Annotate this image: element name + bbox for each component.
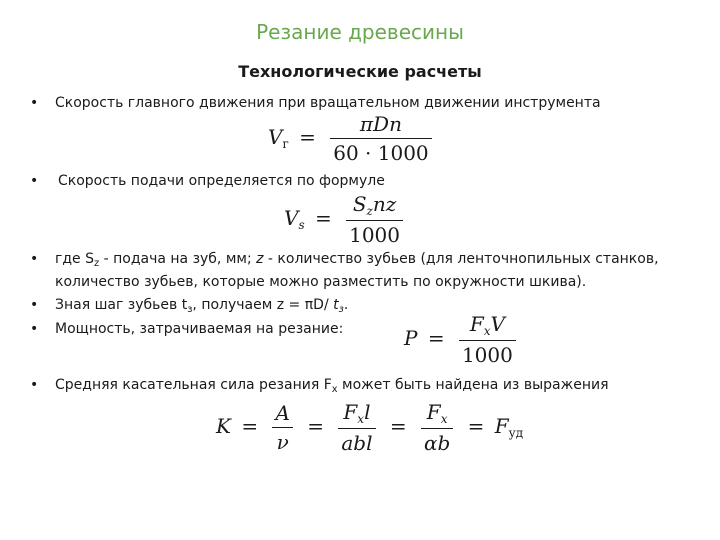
formula-equals: = xyxy=(389,414,407,438)
text-sub: з xyxy=(187,304,193,315)
text-sub: з xyxy=(338,304,344,315)
formula-fraction xyxy=(330,112,431,165)
numerator-f-sub: x xyxy=(483,324,491,338)
numerator-s-sub: z xyxy=(366,204,373,218)
formula-fraction xyxy=(459,312,516,367)
bullet-text: Скорость главного движения при вращательном движении инструмента xyxy=(55,95,601,111)
formula-power xyxy=(404,312,520,367)
formula-lhs: P xyxy=(404,326,418,350)
text-part: Зная шаг зубьев t xyxy=(55,297,188,313)
fraction-numerator xyxy=(338,400,375,429)
text-line2: количество зубьев, которые можно разместить по окружности шкива). xyxy=(55,274,587,290)
text-italic: t xyxy=(333,297,339,313)
numerator-f: F xyxy=(426,400,441,424)
formula-lhs: V xyxy=(268,125,283,149)
formula-equals: = xyxy=(467,414,485,438)
formula-specific-force xyxy=(216,400,523,455)
text-part: где S xyxy=(55,251,94,267)
text-part: , получаем z = πD/ xyxy=(192,297,334,313)
fraction-numerator: πDn xyxy=(330,112,431,139)
fraction-denominator: 1000 xyxy=(349,223,401,247)
fraction-numerator: A xyxy=(272,401,292,428)
numerator-rest: nz xyxy=(372,192,397,216)
formula-lhs: K xyxy=(216,414,231,438)
fraction-denominator: 1000 xyxy=(461,343,513,367)
bullet-marker: • xyxy=(30,95,39,111)
formula-lhs-sub: г xyxy=(282,137,289,151)
formula-fraction-1 xyxy=(272,401,292,454)
bullet-text xyxy=(55,296,695,319)
fraction-numerator xyxy=(459,312,516,341)
fraction-denominator: 60 · 1000 xyxy=(333,141,429,165)
text-italic: z xyxy=(256,251,264,267)
formula-feed-speed xyxy=(284,192,407,247)
bullet-marker: • xyxy=(30,251,39,267)
bullet-marker: • xyxy=(30,297,39,313)
text-sub: z xyxy=(94,258,100,269)
numerator-f: F xyxy=(469,312,484,336)
numerator-f: F xyxy=(343,400,358,424)
formula-rhs-sub: уд xyxy=(508,426,524,440)
formula-lhs-sub: s xyxy=(298,218,305,232)
bullet-marker: • xyxy=(30,321,39,337)
formula-equals: = xyxy=(241,414,259,438)
numerator-s: S xyxy=(352,192,367,216)
bullet-text: Мощность, затрачиваемая на резание: xyxy=(55,321,344,337)
formula-equals: = xyxy=(314,206,332,230)
formula-fraction-2 xyxy=(338,400,375,455)
fraction-numerator xyxy=(346,192,403,221)
formula-fraction xyxy=(346,192,403,247)
text-part: - подача на зуб, мм; xyxy=(99,251,257,267)
formula-equals: = xyxy=(299,125,316,149)
numerator-f-sub: x xyxy=(357,412,365,426)
formula-main-speed xyxy=(268,112,436,165)
text-part: может быть найдена из выражения xyxy=(337,377,609,393)
bullet-text xyxy=(55,376,695,399)
fraction-denominator: ν xyxy=(276,430,289,454)
text-part: - количество зубьев (для ленточнопильных станков, xyxy=(263,251,659,267)
numerator-rest: V xyxy=(490,312,505,336)
numerator-f-sub: x xyxy=(440,412,448,426)
bullet-text: Скорость подачи определяется по формуле xyxy=(58,173,385,189)
bullet-text xyxy=(55,250,695,292)
text-part: Средняя касательная сила резания F xyxy=(55,377,332,393)
fraction-denominator: abl xyxy=(341,431,373,455)
formula-rhs: F xyxy=(494,414,509,438)
slide-subtitle: Технологические расчеты xyxy=(238,62,482,81)
fraction-numerator xyxy=(421,400,453,429)
text-sub: x xyxy=(331,384,338,395)
bullet-marker: • xyxy=(30,173,39,189)
bullet-marker: • xyxy=(30,377,39,393)
text-part: . xyxy=(343,297,349,313)
fraction-denominator: αb xyxy=(423,431,451,455)
formula-equals: = xyxy=(307,414,325,438)
slide-title: Резание древесины xyxy=(256,20,464,44)
formula-fraction-3 xyxy=(421,400,453,455)
numerator-rest: l xyxy=(364,400,371,424)
formula-lhs: V xyxy=(284,206,299,230)
formula-equals: = xyxy=(427,326,445,350)
